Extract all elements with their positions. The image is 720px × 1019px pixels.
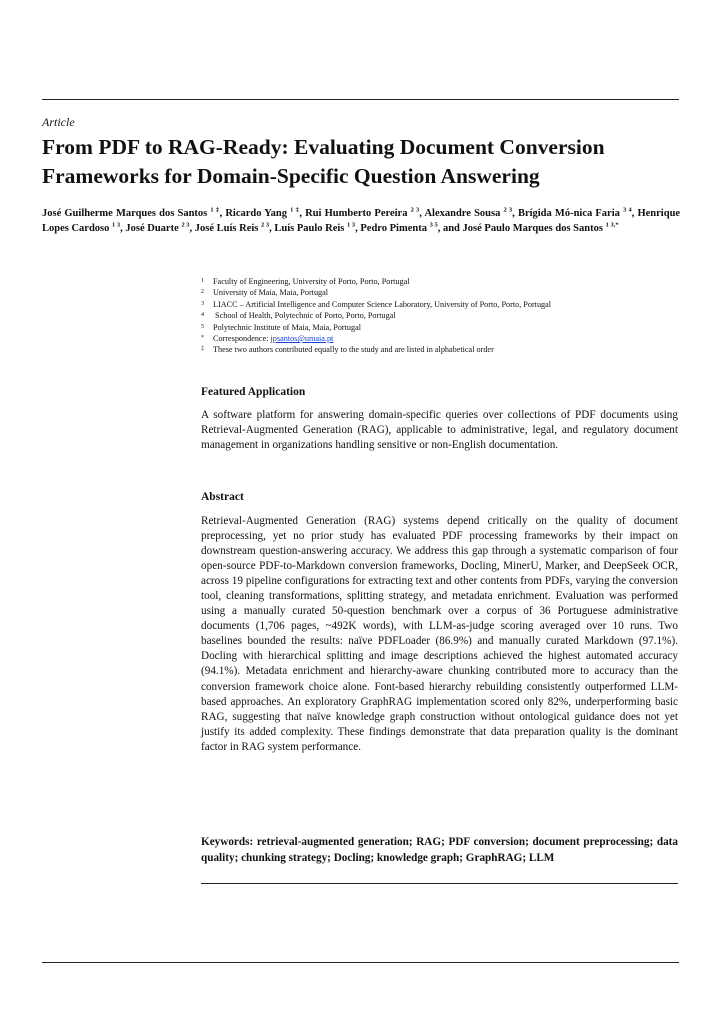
author-name: Rui Humberto Pereira [305, 208, 411, 219]
equal-contribution-text: These two authors contributed equally to the study and are listed in alphabetical order [213, 345, 494, 355]
author-affiliation-marks: 2 3 [181, 221, 190, 229]
affiliation-mark: 3 [201, 300, 204, 307]
affiliation-mark: 4 [201, 312, 204, 319]
abstract-end-rule [201, 883, 678, 884]
affiliation-item [201, 287, 681, 298]
author-affiliation-marks: 2 3 [260, 221, 270, 229]
author-name: Alexandre Sousa [424, 208, 504, 219]
author-separator: , [219, 208, 226, 219]
title-line-2: Frameworks for Domain-Specific Question Answering [42, 164, 540, 188]
author-name: José Guilherme Marques dos Santos [42, 208, 211, 219]
author-separator: , [512, 208, 518, 219]
article-type: Article [42, 115, 75, 129]
author-separator: , [299, 208, 306, 219]
author-name: Pedro Pimenta [360, 223, 430, 234]
affiliation-text: LIACC – Artificial Intelligence and Computer Science Laboratory, University of Porto, Porto, Portugal [213, 299, 552, 309]
abstract-text: Retrieval-Augmented Generation (RAG) systems depend critically on the quality of document preprocessing, yet no prior study has evaluated PDF processing frameworks by their impact on downstream question-answering accuracy. We address this gap through a systematic comparison of four open-source PDF-to-Markdown conversion frameworks, Docling, MinerU, Marker, and DeepSeek OCR, across 19 pipeline configurations for extracting text and other contents from PDFs, varying the conversion tool, cleaning transformations, splitting strategy, and metadata enrichment. Evaluation was performed using a manually curated 50-question benchmark over a corpus of 36 Portuguese administrative documents (1,706 pages, ~492K words), with LLM-as-judge scoring averaged over 10 runs. Two baselines bounded the results: naïve PDFLoader (86.9%) and manually curated Markdown (97.1%). Docling with hierarchical splitting and image descriptions achieved the highest automated accuracy (94.1%). Metadata enrichment and hierarchy-aware chunking contributed more to accuracy than the conversion framework choice alone. Font-based hierarchy rebuilding consistently outperformed LLM-based approaches. An exploratory GraphRAG implementation scored only 82%, underperforming basic RAG, suggesting that naïve knowledge graph construction without ontological guidance does not yet justify its added complexity. These findings demonstrate that data preparation quality is the dominant factor in RAG system performance. [201, 515, 678, 753]
author-affiliation-marks: 1 ‡ [210, 206, 220, 214]
affiliation-mark: 1 [201, 278, 204, 284]
title-line-1: From PDF to RAG-Ready: Evaluating Document Conversion [42, 135, 605, 159]
affiliation-text: Polytechnic Institute of Maia, Maia, Portugal [213, 322, 362, 332]
affiliation-text: University of Maia, Maia, Portugal [213, 288, 329, 298]
affiliation-mark: 5 [201, 323, 204, 330]
author-affiliation-marks: 3 4 [623, 206, 632, 214]
affiliation-item [201, 310, 681, 321]
featured-application-section [201, 384, 678, 453]
affiliation-item [201, 299, 681, 310]
top-rule [42, 99, 679, 100]
correspondence-mark: * [201, 335, 204, 342]
author-affiliation-marks: 1 ‡ [290, 206, 300, 214]
affiliation-text: Faculty of Engineering, University of Porto, Porto, Portugal [213, 277, 410, 286]
author-affiliation-marks: 1 3,* [605, 221, 619, 229]
featured-application-heading: Featured Application [201, 386, 306, 398]
author-name: José Luís Reis [194, 223, 261, 234]
author-affiliation-marks: 2 3 [410, 206, 420, 214]
correspondence-email-link[interactable]: jpsantos@umaia.pt [270, 334, 334, 344]
author-separator: , [269, 223, 275, 234]
author-separator: , [189, 223, 195, 234]
equal-contribution-mark: ‡ [201, 346, 204, 353]
abstract-section [201, 489, 678, 755]
abstract-heading: Abstract [201, 491, 244, 503]
correspondence-label: Correspondence: [213, 334, 271, 344]
author-separator: , [419, 208, 425, 219]
author-name: José Duarte [125, 223, 182, 234]
affiliation-list [201, 276, 681, 356]
author-affiliation-marks: 1 3 [112, 221, 121, 229]
author-separator: , [120, 223, 126, 234]
correspondence-line [201, 333, 681, 344]
author-separator: , and [437, 223, 463, 234]
author-name: Henrique Lopes Cardoso [42, 208, 681, 234]
affiliation-mark: 2 [201, 289, 204, 296]
author-affiliation-marks: 3 5 [429, 221, 438, 229]
affiliation-item [201, 276, 681, 287]
author-name: Luís Paulo Reis [274, 223, 347, 234]
bottom-rule [42, 962, 679, 963]
paper-title [42, 133, 682, 191]
author-name: Brígida Mó-nica Faria [517, 208, 624, 219]
affiliation-text: School of Health, Polytechnic of Porto, Porto, Portugal [213, 311, 396, 321]
author-separator: , [355, 223, 361, 234]
author-affiliation-marks: 2 3 [503, 206, 513, 214]
author-name: Ricardo Yang [225, 208, 291, 219]
keywords: Keywords: retrieval-augmented generation; RAG; PDF conversion; document preprocessing; data quality; chunking strategy; Docling; knowledge graph; GraphRAG; LLM [201, 836, 678, 864]
author-name: José Paulo Marques dos Santos [462, 223, 606, 234]
author-list [42, 206, 680, 236]
author-separator: , [631, 208, 638, 219]
author-affiliation-marks: 1 3 [347, 221, 356, 229]
equal-contribution-note [201, 344, 681, 355]
featured-application-text: A software platform for answering domain-specific queries over collections of PDF documents using Retrieval-Augmented Generation (RAG), applicable to administrative, legal, and regulatory document management in organizations handling sensitive or non-English documentation. [201, 409, 678, 452]
affiliation-item [201, 322, 681, 333]
